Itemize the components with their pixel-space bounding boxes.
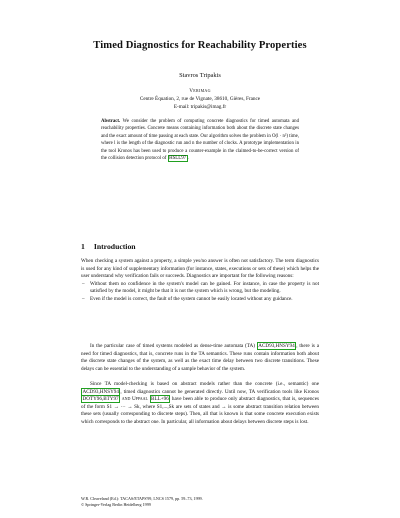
citation-link[interactable]: HSLL97 [169,156,187,162]
abstract-label: Abstract. [101,119,121,124]
citation-link[interactable]: BLL+96 [151,396,169,402]
paragraph-text: Since TA model-checking is based on abstract models rather than the concrete (i.e., semantic) one [90,381,319,387]
citation-link[interactable]: ACD93,HNSY94 [82,388,119,395]
paragraph-text: , timed diagnostics cannot be generated directly. Until now, TA verification tools like Kronos [120,388,319,395]
section-title: Introduction [93,242,136,251]
intro-block-1 [81,258,319,303]
citation-link[interactable]: DOTY96,BTY97 [82,396,119,402]
paragraph-text: and Uppaal [120,396,148,402]
intro-paragraph-2 [81,343,319,373]
paragraph-text: have been able to produce only abstract diagnostics, that is, sequences of the form S1 → ··· → Sk, where S1,...,Sk are sets of states and → is some abstract transition relation between these sets (usually corresponding to discrete steps). Then, all that is known is that some concrete execution exists which corresponds to the abstract one. In particular, all information about delays between discrete steps is lost. [81,396,319,425]
paper-title: Timed Diagnostics for Reachability Properties [93,40,307,51]
author-name: Stavros Tripakis [179,72,221,79]
affiliation-block [0,87,400,111]
reasons-list [81,281,319,304]
section-heading [81,242,136,251]
affiliation-address: Centre Équation, 2, rue de Vignate, 38610, Gières, France [139,96,261,103]
intro-paragraph-1: When checking a system against a property, a simple yes/no answer is often not satisfactory. The term diagnostics is used for any kind of supplementary information (for instance, states, executions or sets of these) which helps the user understand why verification fails or succeeds. Diagnostics are important for the following reasons: [81,258,319,279]
footer-copyright: © Springer-Verlag Berlin Heidelberg 1999 [81,501,151,507]
abstract-end: . [187,156,189,162]
list-item: – Without them no confidence in the system's model can be gained. For instance, in case the property is not satisfied by the model, it might be that it is not the system which is wrong, but the modeling. [81,281,319,296]
publication-footer [81,496,321,507]
affiliation-org: Verimag [189,88,211,94]
section-number: 1 [81,242,85,251]
footer-citation: W.R. Cleaveland (Ed.): TACAS/ETAPS'99, LNCS 1579, pp. 59–73, 1999. [81,496,203,501]
paragraph-text: , there is a need for timed diagnostics, that is, concrete runs in the TA semantics. These runs contain information both about the discrete state changes of the system, as well as the exact time delay between two discrete transitions. These delays can be essential to the understanding of a sample behavior of the system. [81,343,320,372]
abstract [101,118,299,162]
affiliation-email: E-mail: tripakis@imag.fr [173,104,227,111]
paragraph-text: In the particular case of timed systems modeled as dense-time automata (TA) [90,343,255,349]
intro-paragraph-3 [81,381,319,426]
list-item: – Even if the model is correct, the fault of the system cannot be easily located without any guidance. [81,296,319,304]
abstract-text: We consider the problem of computing concrete diagnostics for timed automata and reachability properties. Concrete means containing information both about the discrete state changes and the exact amount of time passing at each state. Our algorithm solves the problem in O(l · n²) time, where l is the length of the diagnostic run and n the number of clocks. A prototype implementation in the tool Kronos has been used to produce a counter-example in the claimed-to-be-correct version of the collision detection protocol of [101,119,300,162]
citation-link[interactable]: ACD93,HNSY94 [258,343,295,349]
